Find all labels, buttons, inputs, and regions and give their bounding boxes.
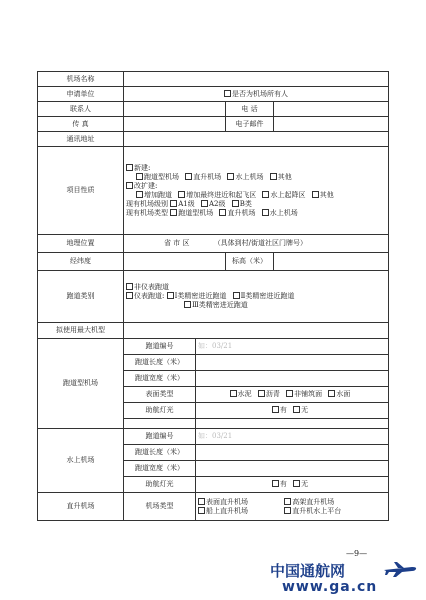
water-runway-width-label: 跑道宽度（米） bbox=[124, 461, 196, 477]
water-runway-length-field[interactable] bbox=[196, 445, 389, 461]
runway-no-label: 跑道编号 bbox=[124, 339, 196, 355]
runway-blank-field bbox=[196, 419, 389, 429]
expand-option-checkbox[interactable] bbox=[178, 191, 185, 198]
watermark-cn: 中国通航网 bbox=[270, 562, 346, 580]
level-option-label: B类 bbox=[239, 199, 252, 208]
nav-light-label: 助航灯光 bbox=[124, 403, 196, 419]
water-nav-light-label: 助航灯光 bbox=[124, 477, 196, 493]
level-option-checkbox[interactable] bbox=[201, 200, 208, 207]
page-number: —9— bbox=[346, 549, 368, 558]
instr-option-label: Ⅲ类精密进近跑道 bbox=[192, 301, 248, 309]
email-field[interactable] bbox=[274, 117, 389, 132]
runway-blank-cell bbox=[124, 419, 196, 429]
instrument-checkbox[interactable] bbox=[126, 292, 133, 299]
expand-option-label: 增加最终进近和起飞区 bbox=[186, 190, 257, 199]
instr-option-label: Ⅱ类精密进近跑道 bbox=[240, 292, 295, 300]
type-option-label: 直升机场 bbox=[227, 208, 256, 217]
nav-light-no-label: 无 bbox=[301, 406, 309, 414]
non-instrument-label: 非仪表跑道 bbox=[134, 283, 169, 291]
airport-name-label: 机场名称 bbox=[38, 72, 124, 87]
new-option-checkbox[interactable] bbox=[185, 173, 192, 180]
surface-option-checkbox[interactable] bbox=[230, 390, 237, 397]
owner-checkbox-label: 是否为机场所有人 bbox=[232, 89, 288, 98]
heliport-label: 直升机场 bbox=[38, 493, 124, 521]
heli-option-label: 表面直升机场 bbox=[206, 497, 248, 506]
level-option-label: A1级 bbox=[178, 199, 195, 208]
runway-category-label: 跑道类别 bbox=[38, 271, 124, 323]
water-nav-no-checkbox[interactable] bbox=[293, 480, 300, 487]
max-aircraft-field[interactable] bbox=[124, 323, 389, 339]
water-runway-no-label: 跑道编号 bbox=[124, 429, 196, 445]
heli-airport-type-label: 机场类型 bbox=[124, 493, 196, 521]
current-type-label: 现有机场类型 bbox=[126, 208, 168, 217]
latlon-field[interactable] bbox=[124, 253, 226, 271]
water-runway-length-label: 跑道长度（米） bbox=[124, 445, 196, 461]
watermark-url: www.ga.cn bbox=[282, 579, 378, 595]
non-instrument-checkbox[interactable] bbox=[126, 283, 133, 290]
watermark bbox=[270, 560, 420, 598]
project-nature-field bbox=[124, 147, 389, 235]
fax-field[interactable] bbox=[124, 117, 226, 132]
email-label: 电子邮件 bbox=[226, 117, 274, 132]
water-nav-yes-checkbox[interactable] bbox=[272, 480, 279, 487]
new-option-checkbox[interactable] bbox=[270, 173, 277, 180]
heli-option-checkbox[interactable] bbox=[284, 507, 291, 514]
runway-airport-label: 跑道型机场 bbox=[38, 339, 124, 429]
new-option-checkbox[interactable] bbox=[136, 173, 143, 180]
heli-option-label: 船上直升机场 bbox=[206, 506, 248, 515]
nav-light-yes-checkbox[interactable] bbox=[272, 406, 279, 413]
new-build-label: 新建: bbox=[134, 163, 151, 172]
expand-checkbox[interactable] bbox=[126, 182, 133, 189]
nav-light-field bbox=[196, 403, 389, 419]
location-fill-text: 省 市 区 bbox=[164, 239, 190, 247]
applicant-label: 申请单位 bbox=[38, 87, 124, 102]
owner-checkbox[interactable] bbox=[224, 90, 231, 97]
surface-option-label: 水面 bbox=[336, 390, 351, 398]
type-option-checkbox[interactable] bbox=[219, 209, 226, 216]
water-nav-yes-label: 有 bbox=[279, 480, 287, 488]
heli-option-label: 直升机水上平台 bbox=[292, 506, 342, 515]
airplane-icon bbox=[382, 560, 418, 578]
type-option-checkbox[interactable] bbox=[262, 209, 269, 216]
level-option-checkbox[interactable] bbox=[170, 200, 177, 207]
contact-field[interactable] bbox=[124, 102, 226, 117]
address-field[interactable] bbox=[124, 132, 389, 147]
runway-length-label: 跑道长度（米） bbox=[124, 355, 196, 371]
surface-option-checkbox[interactable] bbox=[258, 390, 265, 397]
surface-option-checkbox[interactable] bbox=[286, 390, 293, 397]
runway-length-field[interactable] bbox=[196, 355, 389, 371]
latlon-label: 经纬度 bbox=[38, 253, 124, 271]
instr-option-label: Ⅰ类精密进近跑道 bbox=[174, 292, 227, 300]
level-option-checkbox[interactable] bbox=[232, 200, 239, 207]
new-build-checkbox[interactable] bbox=[126, 164, 133, 171]
heli-option-checkbox[interactable] bbox=[198, 507, 205, 514]
instrument-label: 仪表跑道: bbox=[134, 292, 165, 300]
location-field[interactable] bbox=[124, 235, 389, 253]
water-nav-light-field bbox=[196, 477, 389, 493]
runway-no-hint: 如：03/21 bbox=[198, 342, 233, 350]
heli-option-checkbox[interactable] bbox=[284, 498, 291, 505]
applicant-field[interactable] bbox=[124, 87, 389, 102]
surface-option-checkbox[interactable] bbox=[328, 390, 335, 397]
expand-option-label: 水上起降区 bbox=[270, 190, 306, 199]
instr-option-checkbox[interactable] bbox=[184, 301, 191, 308]
runway-width-label: 跑道宽度（米） bbox=[124, 371, 196, 387]
contact-label: 联系人 bbox=[38, 102, 124, 117]
surface-option-label: 非铺筑面 bbox=[294, 390, 323, 398]
water-runway-width-field[interactable] bbox=[196, 461, 389, 477]
runway-no-field[interactable] bbox=[196, 339, 389, 355]
elevation-label: 标高（米） bbox=[226, 253, 274, 271]
water-airport-label: 水上机场 bbox=[38, 429, 124, 493]
new-option-label: 跑道型机场 bbox=[144, 172, 179, 181]
expand-option-checkbox[interactable] bbox=[136, 191, 143, 198]
instr-option-checkbox[interactable] bbox=[167, 292, 174, 299]
expand-label: 改扩建: bbox=[134, 181, 158, 190]
type-option-label: 跑道型机场 bbox=[178, 208, 214, 217]
runway-width-field[interactable] bbox=[196, 371, 389, 387]
water-runway-no-hint: 如：03/21 bbox=[198, 432, 233, 440]
max-aircraft-label: 拟使用最大机型 bbox=[38, 323, 124, 339]
type-option-label: 水上机场 bbox=[269, 208, 298, 217]
surface-type-label: 表面类型 bbox=[124, 387, 196, 403]
instr-option-checkbox[interactable] bbox=[233, 292, 240, 299]
water-nav-no-label: 无 bbox=[301, 480, 309, 488]
runway-category-field bbox=[124, 271, 389, 323]
fax-label: 传 真 bbox=[38, 117, 124, 132]
type-option-checkbox[interactable] bbox=[170, 209, 177, 216]
expand-option-label: 其他 bbox=[319, 190, 334, 199]
heli-option-checkbox[interactable] bbox=[198, 498, 205, 505]
level-option-label: A2级 bbox=[208, 199, 226, 208]
elevation-field[interactable] bbox=[274, 253, 389, 271]
surface-option-label: 沥青 bbox=[265, 390, 280, 398]
current-level-label: 现有机场级别 bbox=[126, 199, 168, 208]
nav-light-yes-label: 有 bbox=[279, 406, 287, 414]
airport-name-field[interactable] bbox=[124, 72, 389, 87]
surface-option-label: 水泥 bbox=[237, 390, 252, 398]
nav-light-no-checkbox[interactable] bbox=[293, 406, 300, 413]
application-form-table bbox=[37, 71, 389, 521]
project-nature-label: 项目性质 bbox=[38, 147, 124, 235]
water-runway-no-field[interactable] bbox=[196, 429, 389, 445]
new-option-label: 直升机场 bbox=[193, 172, 222, 181]
new-option-label: 其他 bbox=[277, 172, 292, 181]
location-hint: （具体到村/街道社区门牌号） bbox=[213, 239, 308, 247]
address-label: 通讯地址 bbox=[38, 132, 124, 147]
expand-option-checkbox[interactable] bbox=[312, 191, 319, 198]
phone-field[interactable] bbox=[274, 102, 389, 117]
surface-type-field bbox=[196, 387, 389, 403]
heli-option-label: 高架直升机场 bbox=[292, 497, 335, 506]
phone-label: 电 话 bbox=[226, 102, 274, 117]
new-option-label: 水上机场 bbox=[235, 172, 264, 181]
new-option-checkbox[interactable] bbox=[227, 173, 234, 180]
expand-option-label: 增加跑道 bbox=[144, 190, 172, 199]
expand-option-checkbox[interactable] bbox=[262, 191, 269, 198]
location-label: 地理位置 bbox=[38, 235, 124, 253]
heli-type-field bbox=[196, 493, 389, 521]
